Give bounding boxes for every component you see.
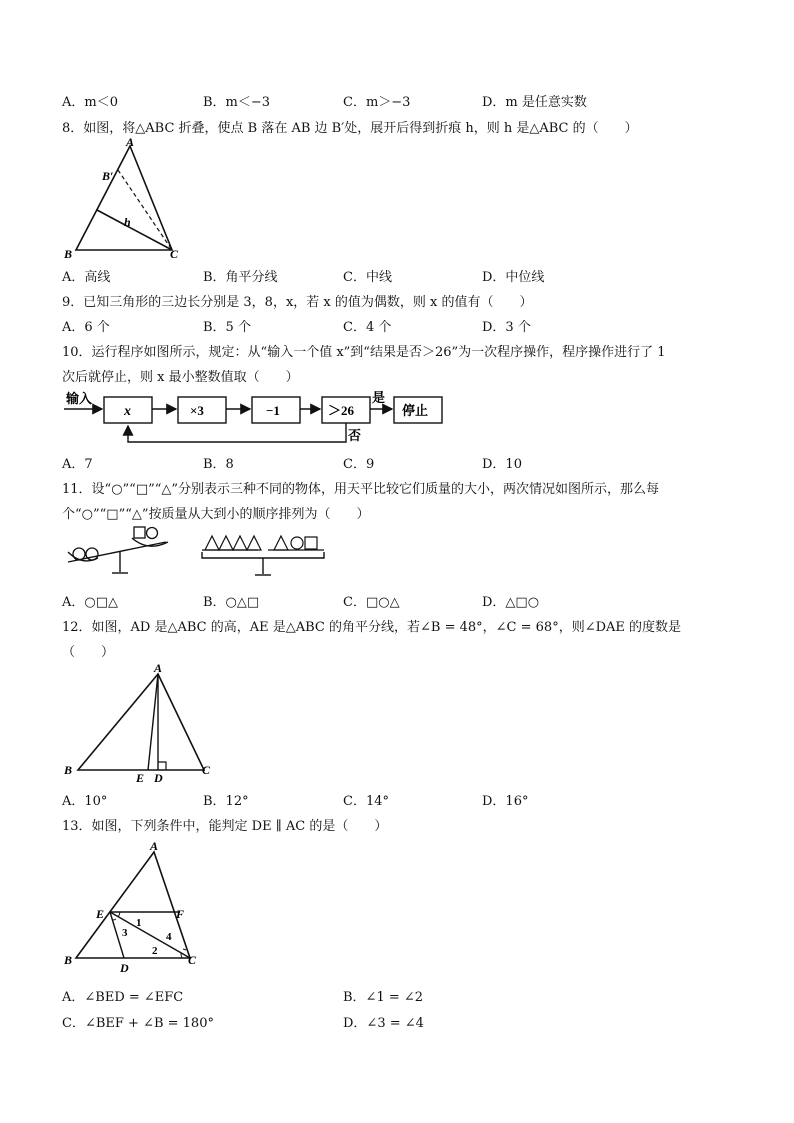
q8-label-bprime: B′ [102, 169, 114, 183]
q10-flow-compare: ＞26 [328, 403, 355, 418]
q13-label-a: A [150, 839, 159, 853]
q12-option-b[interactable]: B．12° [203, 794, 249, 809]
q8-label-c: C [170, 247, 179, 261]
q11-option-d[interactable]: D．△□○ [482, 595, 540, 610]
q9-option-b[interactable]: B．5 个 [203, 320, 251, 335]
q10-stem-line2: 次后就停止，则 x 最小整数值取（ ） [62, 370, 299, 385]
q12-label-e: E [136, 771, 145, 784]
q8-label-h: h [124, 215, 131, 229]
q10-flowchart [62, 388, 452, 446]
q11-option-b[interactable]: B．○△□ [203, 595, 260, 610]
q13-label-b: B [64, 953, 73, 967]
q7-option-b[interactable]: B．m＜−3 [203, 95, 271, 110]
q13-label-d: D [120, 961, 129, 974]
q12-triangle-figure [62, 660, 222, 784]
q13-angle-1: 1 [136, 917, 142, 929]
q13-label-c: C [188, 953, 197, 967]
q10-option-b[interactable]: B．8 [203, 457, 234, 472]
q12-option-a[interactable]: A．10° [62, 794, 108, 809]
q13-angle-4: 4 [166, 931, 172, 943]
q13-label-f: F [176, 907, 185, 921]
q11-stem-line2: 个“○”“□”“△”按质量从大到小的顺序排列为（ ） [62, 507, 370, 522]
q13-label-e: E [96, 907, 105, 921]
q11-stem-line1: 11．设“○”“□”“△”分别表示三种不同的物体，用天平比较它们质量的大小，两次情况如图所示，那么每 [62, 482, 660, 497]
q8-option-b[interactable]: B．角平分线 [203, 270, 278, 285]
q13-angle-2: 2 [152, 945, 158, 957]
q10-flow-multiply: ×3 [190, 403, 204, 418]
q12-stem-line1: 12．如图，AD 是△ABC 的高，AE 是△ABC 的角平分线，若∠B = 48°，∠C = 68°，则∠DAE 的度数是 [62, 620, 682, 635]
q10-option-c[interactable]: C．9 [343, 457, 375, 472]
q10-flow-input: 输入 [66, 391, 93, 406]
q12-option-c[interactable]: C．14° [343, 794, 389, 809]
q11-balance-2 [196, 530, 330, 580]
q12-label-a: A [154, 661, 163, 675]
q13-option-a[interactable]: A．∠BED = ∠EFC [62, 990, 184, 1005]
q10-option-d[interactable]: D．10 [482, 457, 522, 472]
q10-flow-subtract: −1 [266, 403, 280, 418]
q8-option-a[interactable]: A．高线 [62, 270, 111, 285]
q13-stem: 13．如图，下列条件中，能判定 DE ∥ AC 的是（ ） [62, 819, 388, 834]
q13-triangle-figure [62, 838, 212, 974]
q13-angle-3: 3 [122, 927, 128, 939]
q12-option-d[interactable]: D．16° [482, 794, 529, 809]
q8-triangle-figure [62, 134, 192, 262]
q9-option-d[interactable]: D．3 个 [482, 320, 531, 335]
q12-label-c: C [202, 763, 211, 777]
q8-label-a: A [126, 135, 135, 149]
q10-flow-no: 否 [348, 428, 362, 443]
q12-label-b: B [64, 763, 73, 777]
q10-flow-stop: 停止 [402, 403, 429, 418]
q8-label-b: B [64, 247, 73, 261]
q7-option-a[interactable]: A．m＜0 [62, 95, 118, 110]
q8-option-c[interactable]: C．中线 [343, 270, 392, 285]
q11-option-c[interactable]: C．□○△ [343, 595, 400, 610]
q9-stem: 9．已知三角形的三边长分别是 3，8，x，若 x 的值为偶数，则 x 的值有（ ） [62, 295, 533, 310]
q8-option-d[interactable]: D．中位线 [482, 270, 545, 285]
q10-flow-x: x [124, 404, 131, 419]
q7-option-c[interactable]: C．m＞−3 [343, 95, 411, 110]
q7-option-d[interactable]: D．m 是任意实数 [482, 95, 587, 110]
q12-stem-line2: （ ） [62, 645, 115, 660]
q11-balance-1 [62, 524, 182, 580]
q9-option-c[interactable]: C．4 个 [343, 320, 392, 335]
q9-option-a[interactable]: A．6 个 [62, 320, 110, 335]
q10-flow-yes: 是 [372, 390, 386, 405]
q10-option-a[interactable]: A．7 [62, 457, 93, 472]
q12-label-d: D [154, 771, 163, 784]
q8-stem: 8．如图，将△ABC 折叠，使点 B 落在 AB 边 B′处，展开后得到折痕 h，则 h 是△ABC 的（ ） [62, 121, 638, 136]
q13-option-c[interactable]: C．∠BEF + ∠B = 180° [62, 1016, 214, 1031]
q13-option-b[interactable]: B．∠1 = ∠2 [343, 990, 424, 1005]
q10-stem-line1: 10．运行程序如图所示，规定：从“输入一个值 x”到“结果是否＞26”为一次程序操作，程序操作进行了 1 [62, 345, 666, 360]
q13-option-d[interactable]: D．∠3 = ∠4 [343, 1016, 424, 1031]
q11-option-a[interactable]: A．○□△ [62, 595, 119, 610]
